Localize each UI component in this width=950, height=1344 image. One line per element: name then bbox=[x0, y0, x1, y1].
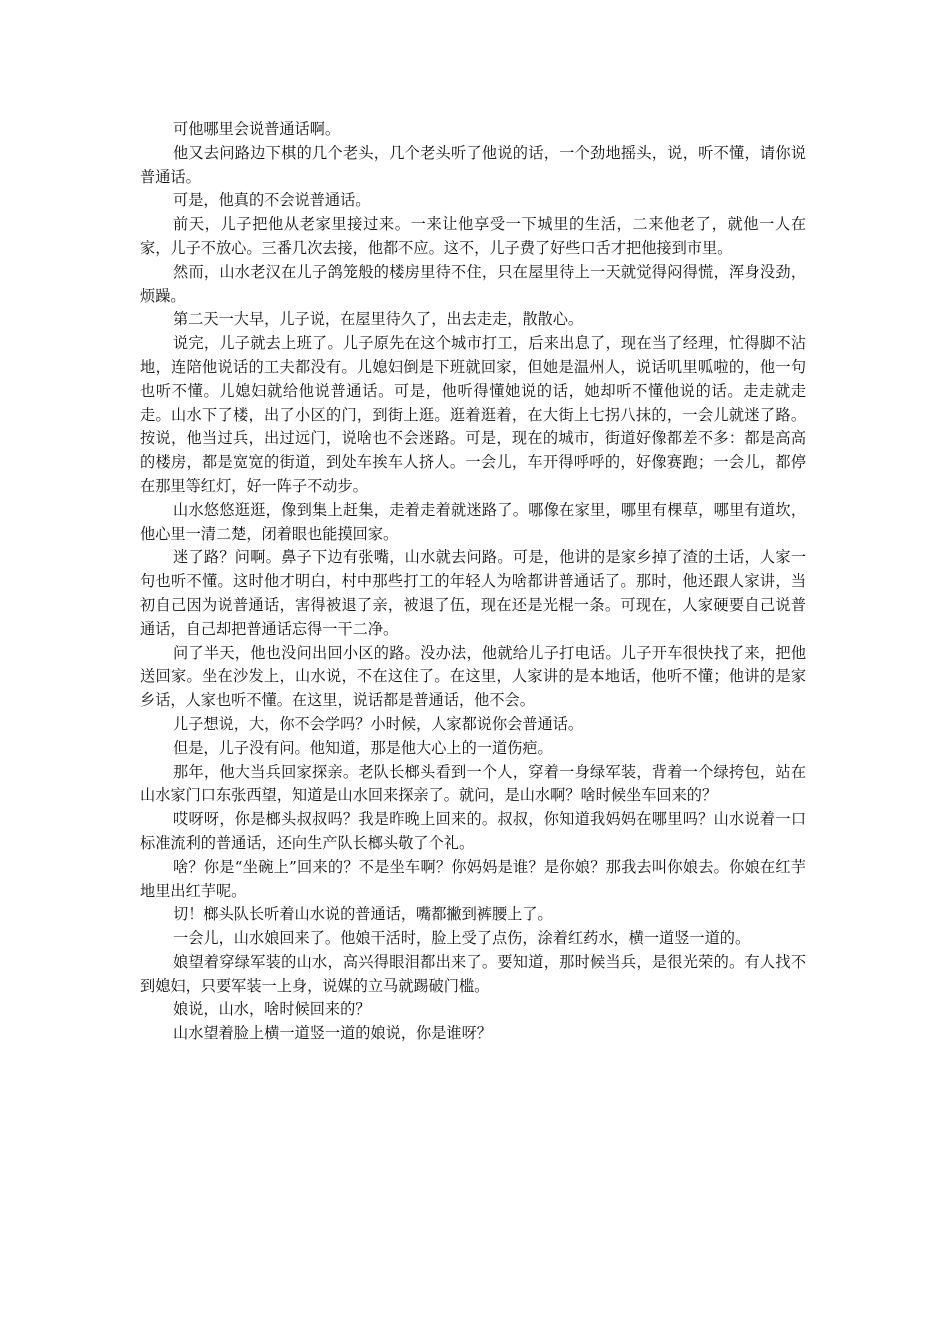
paragraph: 哎呀呀，你是榔头叔叔吗？我是昨晚上回来的。叔叔，你知道我妈妈在哪里吗？山水说着一口标准流利的普通话，还向生产队长榔头敬了个礼。 bbox=[140, 810, 806, 852]
paragraph: 可他哪里会说普通话啊。 bbox=[173, 120, 341, 138]
paragraph: 那年，他大当兵回家探亲。老队长榔头看到一个人，穿着一身绿军装，背着一个绿挎包，站在山水家门口东张西望，知道是山水回来探亲了。就问，是山水啊？啥时候坐车回来的？ bbox=[140, 762, 806, 805]
paragraph: 山水望着脸上横一道竖一道的娘说，你是谁呀？ bbox=[173, 1024, 492, 1043]
paragraph: 问了半天，他也没问出回小区的路。没办法，他就给儿子打电话。儿子开车很快找了来，把他送回家。坐在沙发上，山水说，不在这住了。在这里，人家讲的是本地话，他听不懂；他讲的是家乡话，人家也听不懂。在这里，说话都是普通话，他不会。 bbox=[140, 643, 806, 710]
paragraph: 说完，儿子就去上班了。儿子原先在这个城市打工，后来出息了，现在当了经理，忙得脚不沾地，连陪他说话的工夫都没有。儿媳妇倒是下班就回家，但她是温州人，说话叽里呱啦的，他一句也听不懂。儿媳妇就给他说普通话。可是，他听得懂她说的话，她却听不懂他说的话。走走就走走。山水下了楼，出了小区的门，到街上逛。逛着逛着，在大街上七拐八抹的，一会儿就迷了路。按说，他当过兵，出过远门，说啥也不会迷路。可是，现在的城市，街道好像都差不多：都是高高的楼房，都是宽宽的街道，到处车挨车人挤人。一会儿，车开得呼呼的，好像赛跑；一会儿，都停在那里等红灯，好一阵子不动步。 bbox=[140, 334, 806, 495]
paragraph: 娘望着穿绿军装的山水，高兴得眼泪都出来了。要知道，那时候当兵，是很光荣的。有人找不到媳妇，只要军装一上身，说媒的立马就踢破门槛。 bbox=[140, 952, 806, 995]
paragraph: 山水悠悠逛逛，像到集上赶集，走着走着就迷路了。哪像在家里，哪里有棵草，哪里有道坎，他心里一清二楚，闭着眼也能摸回家。 bbox=[140, 500, 806, 543]
paragraph: 儿子想说，大，你不会学吗？小时候，人家都说你会普通话。 bbox=[173, 714, 584, 733]
paragraph: 可是，他真的不会说普通话。 bbox=[173, 191, 371, 210]
paragraph: 切！榔头队长听着山水说的普通话，嘴都撇到裤腰上了。 bbox=[173, 905, 553, 924]
paragraph: 他又去问路边下棋的几个老头，几个老头听了他说的话，一个劲地摇头，说，听不懂，请你说普通话。 bbox=[140, 143, 806, 186]
paragraph: 第二天一大早，儿子说，在屋里待久了，出去走走，散散心。 bbox=[173, 310, 584, 329]
paragraph: 前天，儿子把他从老家里接过来。一来让他享受一下城里的生活，二来他老了，就他一人在家，儿子不放心。三番几次去接，他都不应。这不，儿子费了好些口舌才把他接到市里。 bbox=[140, 215, 806, 257]
paragraph: 一会儿，山水娘回来了。他娘干活时，脸上受了点伤，涂着红药水，横一道竖一道的。 bbox=[173, 929, 751, 948]
paragraph: 娘说，山水，啥时候回来的？ bbox=[173, 1000, 371, 1019]
paragraph: 但是，儿子没有问。他知道，那是他大心上的一道伤疤。 bbox=[173, 738, 553, 757]
paragraph: 然而，山水老汉在儿子鸽笼般的楼房里待不住，只在屋里待上一天就觉得闷得慌，浑身没劲，烦躁。 bbox=[140, 262, 806, 305]
document-page bbox=[140, 118, 806, 1046]
paragraph: 啥？你是“坐碗上”回来的？不是坐车啊？你妈妈是谁？是你娘？那我去叫你娘去。你娘在红芋地里出红芋呢。 bbox=[140, 857, 806, 900]
paragraph: 迷了路？问啊。鼻子下边有张嘴，山水就去问路。可是，他讲的是家乡掉了渣的土话，人家一句也听不懂。这时他才明白，村中那些打工的年轻人为啥都讲普通话了。那时，他还跟人家讲，当初自己因为说普通话，害得被退了亲，被退了伍，现在还是光棍一条。可现在，人家硬要自己说普通话，自己却把普通话忘得一干二净。 bbox=[140, 548, 806, 638]
